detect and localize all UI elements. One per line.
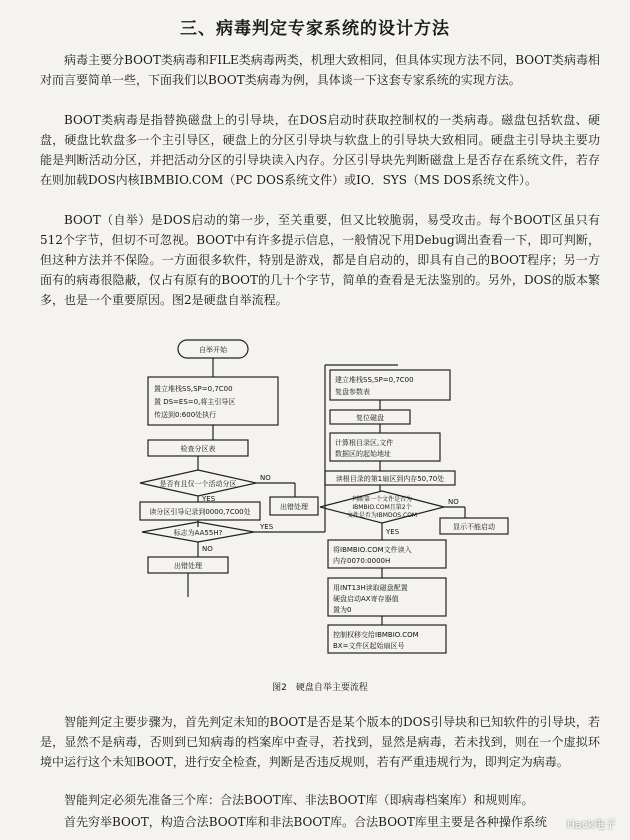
decision-active-label: 是否有且仅一个活动分区: [159, 480, 237, 488]
paragraph-three-libraries: 智能判定必须先准备三个库：合法BOOT库、非法BOOT库（即病毒档案库）和规则库。: [64, 793, 534, 807]
section-title: 三、病毒判定专家系统的设计方法: [180, 19, 450, 39]
paragraph-boot-startup: BOOT（自举）是DOS启动的第一步，至关重要，但又比较脆弱，易受攻击。每个BOOT区虽只有512个字节，但切不可忽视。BOOT中有许多提示信息，一般情况下用Debug调出查看一下，即可判断，但这种方法并不保险。一方面很多软件，特别是游戏，都是自启动的，即具有自己的BOOT程序；另一方面有的病毒很隐蔽，仅占有原有的BOOT的几十个字节，简单的查看是无法鉴别的。另外，DOS的版本繁多，也是一个重要原因。图2是硬盘自举流程。: [40, 213, 600, 307]
right-no-label: NO: [448, 498, 459, 506]
transfer-line-2: BX=文件区起始扇区号: [333, 642, 405, 650]
load-line-2: 内存0070:0000H: [333, 557, 391, 565]
load-line-1: 将IBMBIO.COM文件读入: [333, 546, 412, 554]
init-line-2: 置 DS=ES=0,将主引导区: [154, 398, 236, 406]
start-label: 自举开始: [199, 346, 227, 354]
paragraph-judgment-steps: 智能判定主要步骤为，首先判定未知的BOOT是否是某个版本的DOS引导块和已知软件的引导块，若是，显然不是病毒，否则到已知病毒的档案库中查寻，若找到，显然是病毒，若未找到，则在一个虚拟环境中运行这个未知BOOT，进行安全检查，判断是否违反规则，若有严重违规行为，即判定为病毒。: [40, 715, 600, 769]
right-init-line-1: 建立堆栈SS,SP=0,7C00: [335, 376, 414, 384]
read-dir-label: 读根目录的第1扇区到内存50,70处: [335, 475, 445, 483]
media-line-1: 用INT13H读取磁盘配置: [333, 584, 408, 592]
paragraph-enumerate-boot: 首先穷举BOOT，构造合法BOOT库和非法BOOT库。合法BOOT库里主要是各种操作系统: [64, 815, 547, 829]
figure-caption: 图2 硬盘自举主要流程: [272, 683, 368, 693]
read-boot-label: 读分区引导记录到0000,7C00处: [149, 508, 251, 516]
transfer-line-1: 控制权移交给IBMBIO.COM: [333, 631, 419, 639]
check-table-label: 检查分区表: [180, 445, 216, 453]
media-line-2: 硬盘启动AX寄存器值: [333, 595, 399, 603]
init-line-1: 置立堆栈SS,SP=0,7C00: [154, 385, 233, 393]
right-yes-label: YES: [386, 528, 400, 536]
error-label: 出错处理: [280, 503, 308, 511]
paragraph-intro: 病毒主要分BOOT类病毒和FILE类病毒两类，机理大致相同，但具体实现方法不同，BOOT类病毒相对而言要简单一些，下面我们以BOOT类病毒为例，具体谈一下这套专家系统的实现方法。: [40, 53, 600, 87]
watermark: Hack电子: [566, 818, 616, 831]
no-sys-label: 显示不能启动: [453, 523, 495, 531]
yes-label: YES: [202, 495, 216, 503]
decision-flag-label: 标志为AA55H?: [173, 529, 223, 537]
no-label: NO: [260, 474, 271, 482]
decision-sys-line-1: 判断第一个文件是否为: [351, 496, 413, 503]
paragraph-boot-virus: BOOT类病毒是指替换磁盘上的引导块，在DOS启动时获取控制权的一类病毒。磁盘包括软盘、硬盘，硬盘比软盘多一个主引导区，硬盘上的分区引导块与软盘上的引导块大致相同。硬盘主引导块主要功能是判断活动分区，并把活动分区的引导块读入内存。分区引导块先判断磁盘上是否存在系统文件，若存在则加载DOS内核IBMBIO.COM（PC DOS系统文件）或IO．SYS（MS DOS系统文件）。: [40, 113, 600, 187]
boot-flowchart: [120, 335, 520, 695]
media-line-3: 置为0: [333, 606, 352, 614]
yes-label-2: YES: [260, 523, 274, 531]
decision-sys-line-2: IBMBIO.COM且第2个: [352, 504, 412, 511]
right-init-line-2: 复盘参数表: [335, 388, 370, 396]
calc-line-1: 计算根目录区,文件: [335, 439, 394, 447]
error2-label: 出错处理: [174, 562, 202, 570]
no-label-2: NO: [202, 545, 213, 553]
calc-line-2: 数据区的起始地址: [335, 450, 391, 458]
decision-sys-line-3: 文件是否为IBMDOS.COM: [346, 512, 418, 519]
reset-label: 复位磁盘: [356, 414, 384, 422]
init-line-3: 传送到0:600处执行: [154, 411, 217, 419]
